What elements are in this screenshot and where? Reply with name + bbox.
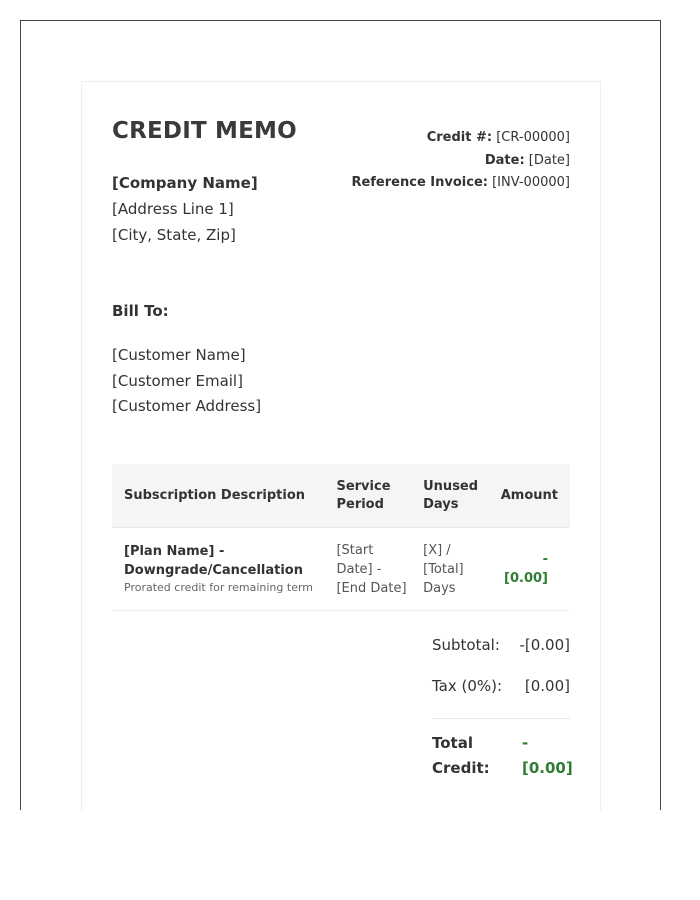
customer-email: [Customer Email] xyxy=(112,371,243,390)
document-title: CREDIT MEMO xyxy=(112,118,297,144)
subtotal-row xyxy=(432,636,570,677)
company-name: [Company Name] xyxy=(112,174,258,192)
service-period-line3: [End Date] xyxy=(336,580,407,596)
customer-block xyxy=(112,343,261,420)
unused-days-line2: [Total] xyxy=(423,561,464,577)
header-service-period xyxy=(330,464,417,528)
total-credit-value-line1: - xyxy=(522,734,529,752)
unused-days-line1: [X] / xyxy=(423,542,451,558)
plan-name-line2: Downgrade/Cancellation xyxy=(124,563,303,578)
subtotal-label: Subtotal: xyxy=(432,636,500,654)
row-amount-cell xyxy=(501,528,570,611)
table-row xyxy=(112,528,570,611)
credit-number-label: Credit #: xyxy=(426,130,493,145)
header-unused-days-line1: Unused xyxy=(423,478,479,494)
subtotal-value: -[0.00] xyxy=(519,636,570,654)
total-credit-label xyxy=(432,731,496,781)
credit-number-row xyxy=(351,127,570,150)
row-unused-days-cell xyxy=(417,528,501,611)
company-city-state-zip: [City, State, Zip] xyxy=(112,226,236,244)
amount-value: [0.00] xyxy=(504,571,548,586)
company-block xyxy=(112,170,258,248)
date-row xyxy=(351,150,570,173)
totals-divider xyxy=(432,718,570,731)
total-credit-label-line2: Credit: xyxy=(432,759,490,777)
totals-block xyxy=(432,636,573,781)
line-items-table xyxy=(112,464,570,611)
table-header-row xyxy=(112,464,570,528)
reference-invoice-value: [INV-00000] xyxy=(492,175,570,190)
date-label: Date: xyxy=(484,152,525,168)
company-address-line1: [Address Line 1] xyxy=(112,200,234,218)
total-credit-value xyxy=(522,731,573,781)
plan-name-line1: [Plan Name] - xyxy=(124,544,225,559)
row-description-cell xyxy=(112,528,330,611)
header-amount: Amount xyxy=(501,464,570,528)
row-service-period-cell xyxy=(330,528,417,611)
reference-invoice-label: Reference Invoice: xyxy=(351,175,488,190)
service-period-line2: Date] - xyxy=(336,561,382,577)
header-service-period-line1: Service xyxy=(336,478,391,494)
header-description: Subscription Description xyxy=(112,464,330,528)
date-value: [Date] xyxy=(528,152,570,168)
memo-meta xyxy=(351,127,570,195)
tax-label: Tax (0%): xyxy=(432,677,503,695)
unused-days-line3: Days xyxy=(423,580,456,596)
plan-note: Prorated credit for remaining term xyxy=(124,581,314,594)
header-unused-days-line2: Days xyxy=(423,496,459,512)
header-unused-days xyxy=(417,464,501,528)
tax-value: [0.00] xyxy=(524,677,570,695)
total-credit-row xyxy=(432,731,573,781)
customer-name: [Customer Name] xyxy=(112,346,246,364)
total-credit-label-line1: Total xyxy=(432,734,473,752)
header-service-period-line2: Period xyxy=(336,496,384,512)
tax-row xyxy=(432,677,570,718)
amount-sign: - xyxy=(542,552,548,567)
total-credit-value-line2: [0.00] xyxy=(522,759,573,777)
bill-to-heading: Bill To: xyxy=(112,302,169,320)
credit-number-value: [CR-00000] xyxy=(496,130,570,145)
reference-invoice-row xyxy=(351,172,570,195)
service-period-line1: [Start xyxy=(336,542,374,558)
customer-address: [Customer Address] xyxy=(112,397,262,415)
